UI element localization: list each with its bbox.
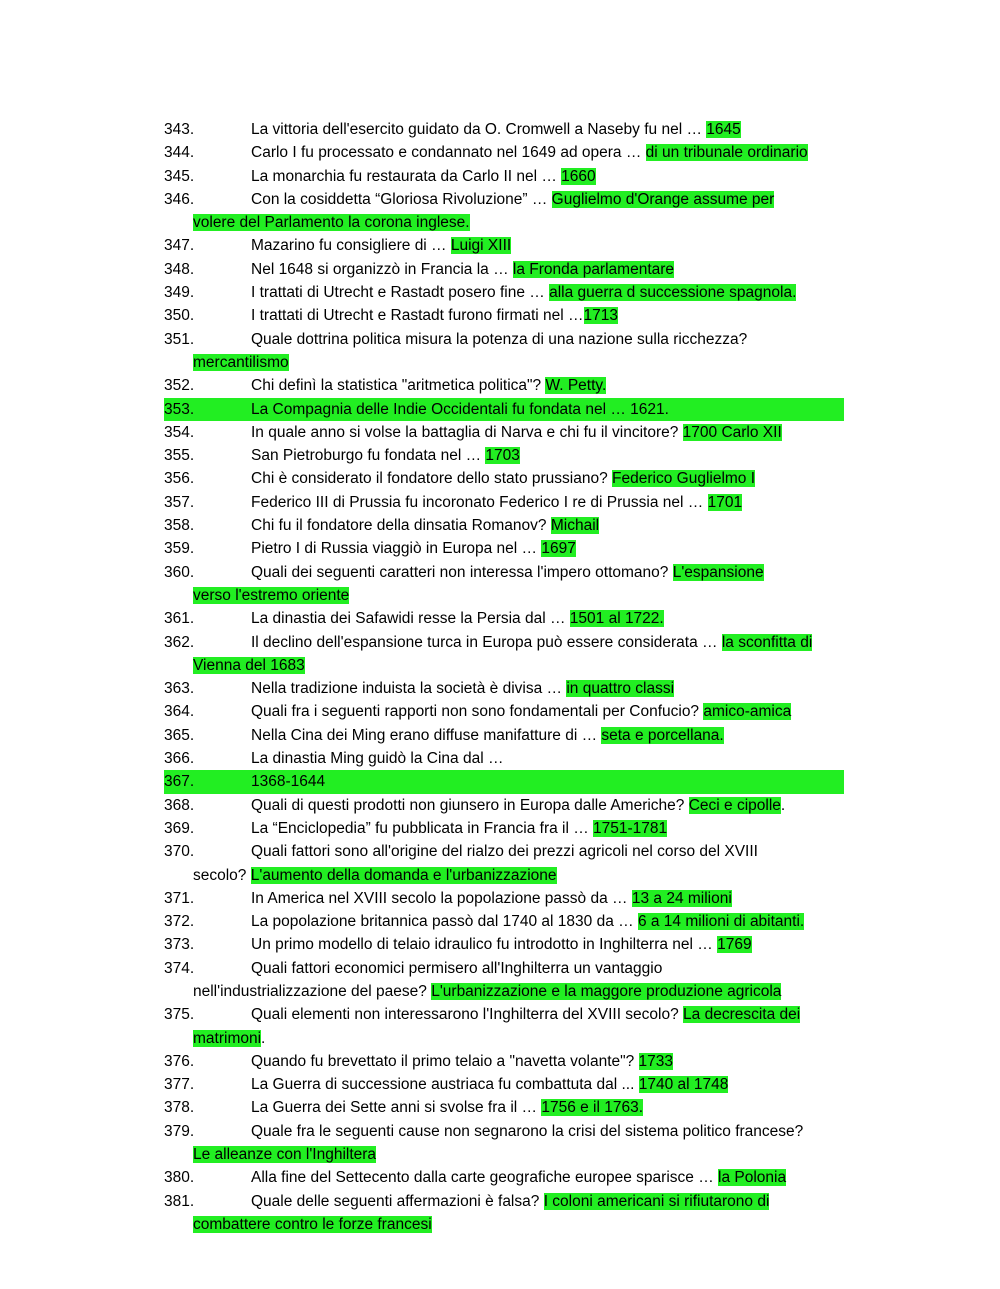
item-number: 353. [164,400,195,418]
answer-highlight: 6 a 14 milioni di abitanti. [637,913,805,931]
item-number: 351. [164,330,195,348]
list-item-row [164,234,844,257]
list-item [164,770,844,793]
question-text: . [261,1029,266,1047]
list-item [164,887,844,910]
answer-highlight: Le alleanze con l'Inghiltera [193,1146,377,1164]
question-text: Quali dei seguenti caratteri non interessa l'impero ottomano? [251,563,673,581]
list-item-row [164,1120,844,1143]
answer-highlight: 1733 [638,1052,674,1070]
item-text-continuation [164,864,844,887]
question-text: Chi è considerato il fondatore dello stato prussiano? [251,470,613,488]
question-text: nell'industrializzazione del paese? [193,982,432,1000]
item-number: 381. [164,1192,195,1210]
answer-highlight: 1701 [707,493,743,511]
question-text: I trattati di Utrecht e Rastadt posero fine … [251,284,550,302]
item-text [251,910,844,933]
item-number: 380. [164,1169,195,1187]
answer-highlight: Michail [550,517,600,535]
item-text [251,328,844,351]
list-item-row [164,421,844,444]
answer-highlight: 13 a 24 milioni [631,889,732,907]
answer-highlight: di un tribunale ordinario [645,144,808,162]
item-number: 343. [164,121,195,138]
item-number: 372. [164,913,195,931]
item-number: 360. [164,563,195,581]
answer-highlight: 1660 [561,167,596,185]
answer-highlight: 1703 [485,447,520,465]
question-text: Federico III di Prussia fu incoronato Federico I re di Prussia nel … [251,493,708,511]
list-item-row [164,444,844,467]
question-text: Con la cosiddetta “Gloriosa Rivoluzione” … [251,190,552,208]
question-text: La Guerra di successione austriaca fu combattuta dal ... [251,1076,639,1094]
answer-highlight: W. Petty. [545,377,607,395]
item-text [251,933,844,956]
answer-highlight: amico-amica [703,703,792,721]
item-text [251,1190,844,1213]
item-text [251,467,844,490]
list-item [164,1073,844,1096]
question-text: La Guerra dei Sette anni si svolse fra il … [251,1099,542,1117]
answer-highlight: 1700 Carlo XII [682,423,782,441]
answer-highlight: alla guerra d successione spagnola. [549,284,797,302]
question-text: Quali fattori economici permisero all'Inghilterra un vantaggio [251,959,663,977]
question-text: Quale fra le seguenti cause non segnarono la crisi del sistema politico francese? [251,1122,804,1140]
item-number: 358. [164,517,195,535]
list-item [164,374,844,397]
item-text [251,957,844,980]
answer-highlight: combattere contro le forze francesi [193,1215,432,1233]
list-item-row [164,1166,844,1189]
question-text: Quando fu brevettato il primo telaio a "navetta volante"? [251,1052,639,1070]
answer-highlight: 1756 e il 1763. [541,1099,644,1117]
item-number: 345. [164,167,195,185]
list-item [164,561,844,608]
item-text [251,1096,844,1119]
question-text: Nel 1648 si organizzò in Francia la … [251,260,513,278]
list-item-row [164,770,844,793]
list-item-row [164,374,844,397]
answer-highlight: seta e porcellana. [601,726,724,744]
item-number: 354. [164,423,195,441]
item-text [251,188,844,211]
list-item-row [164,258,844,281]
answer-highlight: mercantilismo [193,353,289,371]
list-item [164,398,844,421]
list-item-row [164,165,844,188]
item-text-continuation [164,980,844,1003]
item-number: 350. [164,307,195,325]
answer-highlight: Ceci e cipolle [688,796,781,814]
item-number: 378. [164,1099,195,1117]
answer-highlight: la sconfitta di [721,633,813,651]
item-text [251,677,844,700]
item-text [251,1120,844,1143]
list-item [164,631,844,678]
answer-highlight: L'aumento della domanda e l'urbanizzazione [250,866,557,884]
list-item-row [164,1096,844,1119]
list-item [164,700,844,723]
list-item [164,933,844,956]
item-number: 379. [164,1122,195,1140]
item-text [251,165,844,188]
answer-highlight: la Polonia [718,1169,787,1187]
list-item [164,328,844,375]
answer-highlight: verso l'estremo oriente [193,586,350,604]
item-text [251,724,844,747]
item-text [251,234,844,257]
list-item-row [164,398,844,421]
question-text: . [780,796,786,814]
list-item [164,444,844,467]
answer-highlight: 1697 [541,540,576,558]
question-text: Quale dottrina politica misura la potenza di una nazione sulla ricchezza? [251,330,748,348]
list-item [164,537,844,560]
item-number: 374. [164,959,195,977]
question-text: La “Enciclopedia” fu pubblicata in Francia fra il … [251,819,594,837]
list-item [164,747,844,770]
item-number: 356. [164,470,195,488]
answer-highlight: in quattro classi [566,680,675,698]
question-text: Quali fattori sono all'origine del rialzo dei prezzi agricoli nel corso del XVIII [251,843,758,861]
item-number: 366. [164,750,195,768]
answer-highlight: matrimoni [193,1029,262,1047]
item-text [251,1050,844,1073]
question-text: Quali di questi prodotti non giunsero in Europa dalle Americhe? [251,796,689,814]
list-item-row [164,840,844,863]
list-item-row [164,794,844,817]
item-number: 355. [164,447,195,465]
item-number: 365. [164,726,195,744]
question-text: San Pietroburgo fu fondata nel … [251,447,486,465]
list-item [164,118,844,141]
question-text: Quale delle seguenti affermazioni è falsa? [251,1192,544,1210]
item-text-continuation [164,584,844,607]
item-number: 375. [164,1006,195,1024]
item-text [251,421,844,444]
list-item-row [164,1190,844,1213]
list-item [164,281,844,304]
question-text: In quale anno si volse la battaglia di Narva e chi fu il vincitore? [251,423,683,441]
list-item-row [164,607,844,630]
list-item [164,957,844,1004]
item-text [251,561,844,584]
list-item-row [164,724,844,747]
list-item [164,1190,844,1237]
list-item [164,491,844,514]
item-number: 346. [164,190,195,208]
list-item [164,1096,844,1119]
answer-highlight: Federico Guglielmo I [612,470,756,488]
question-text: La monarchia fu restaurata da Carlo II nel … [251,167,562,185]
item-text-continuation [164,351,844,374]
list-item-row [164,281,844,304]
question-text: Il declino dell'espansione turca in Europa può essere considerata … [251,633,722,651]
item-text-continuation [164,1143,844,1166]
list-item-row [164,817,844,840]
question-text: I trattati di Utrecht e Rastadt furono firmati nel … [251,307,584,325]
item-number: 362. [164,633,195,651]
question-text: La dinastia dei Safawidi resse la Persia dal … [251,610,570,628]
item-text [251,537,844,560]
list-item [164,421,844,444]
question-text: Nella Cina dei Ming erano diffuse manifatture di … [251,726,602,744]
list-item-row [164,491,844,514]
answer-highlight: La Compagnia delle Indie Occidentali fu fondata nel … 1621. [251,400,669,418]
list-item [164,840,844,887]
item-text [251,631,844,654]
item-text-continuation [164,211,844,234]
item-text [251,887,844,910]
answer-highlight: volere del Parlamento la corona inglese. [193,214,470,232]
answer-highlight: Vienna del 1683 [193,656,305,674]
answer-highlight: la Fronda parlamentare [512,260,675,278]
answer-highlight: 1740 al 1748 [638,1076,729,1094]
item-text [251,1166,844,1189]
item-number: 357. [164,493,195,511]
list-item [164,794,844,817]
item-text [251,607,844,630]
item-text [251,398,844,421]
list-item-row [164,1073,844,1096]
answer-highlight: L'espansione [672,563,764,581]
question-text: Alla fine del Settecento dalla carte geografiche europee sparisce … [251,1169,719,1187]
list-item [164,677,844,700]
item-number: 377. [164,1076,195,1094]
item-text [251,491,844,514]
list-item-row [164,747,844,770]
list-item-row [164,188,844,211]
list-item-row [164,910,844,933]
question-text: Nella tradizione induista la società è divisa … [251,680,567,698]
question-text: Chi fu il fondatore della dinsatia Romanov? [251,517,551,535]
answer-highlight: Luigi XIII [450,237,512,255]
item-text [251,1003,844,1026]
question-text: Carlo I fu processato e condannato nel 1649 ad opera … [251,144,646,162]
question-text: La vittoria dell'esercito guidato da O. Cromwell a Naseby fu nel … [251,121,707,138]
item-text-continuation [164,654,844,677]
list-item [164,607,844,630]
item-number: 344. [164,144,195,162]
item-number: 369. [164,819,195,837]
item-number: 368. [164,796,195,814]
list-item-row [164,141,844,164]
item-number: 376. [164,1052,195,1070]
list-item-row [164,957,844,980]
question-list [164,118,844,1236]
list-item-row [164,1050,844,1073]
item-text-continuation [164,1213,844,1236]
list-item [164,910,844,933]
answer-highlight: Guglielmo d'Orange assume per [551,190,775,208]
question-text: Chi definì la statistica "aritmetica politica"? [251,377,546,395]
list-item-row [164,677,844,700]
list-item [164,724,844,747]
answer-highlight: 1751-1781 [593,819,668,837]
item-text [251,747,844,770]
item-number: 363. [164,680,195,698]
answer-highlight: 1713 [583,307,619,325]
item-text [251,817,844,840]
item-text [251,304,844,327]
list-item [164,141,844,164]
list-item [164,1050,844,1073]
item-text [251,840,844,863]
list-item [164,1120,844,1167]
list-item-row [164,700,844,723]
item-text [251,141,844,164]
question-text: La dinastia Ming guidò la Cina dal … [251,750,504,768]
item-text [251,770,844,793]
answer-highlight: 1368-1644 [251,773,326,791]
list-item [164,514,844,537]
list-item-row [164,118,844,141]
list-item [164,188,844,235]
item-text [251,700,844,723]
question-text: Pietro I di Russia viaggiò in Europa nel … [251,540,542,558]
answer-highlight: La decrescita dei [683,1006,801,1024]
list-item [164,817,844,840]
item-number: 352. [164,377,195,395]
item-number: 370. [164,843,195,861]
list-item-row [164,328,844,351]
question-text: Un primo modello di telaio idraulico fu introdotto in Inghilterra nel … [251,936,718,954]
item-text [251,514,844,537]
question-text: Quali fra i seguenti rapporti non sono fondamentali per Confucio? [251,703,704,721]
list-item-row [164,537,844,560]
question-text: Mazarino fu consigliere di … [251,237,451,255]
item-number: 367. [164,773,195,791]
question-text: La popolazione britannica passò dal 1740 al 1830 da … [251,913,638,931]
item-text [251,1073,844,1096]
list-item-row [164,933,844,956]
answer-highlight: L'urbanizzazione e la maggore produzione agricola [431,982,782,1000]
list-item [164,234,844,257]
list-item [164,467,844,490]
answer-highlight: 1769 [717,936,752,954]
list-item-row [164,467,844,490]
list-item [164,165,844,188]
question-text: Quali elementi non interessarono l'Inghilterra del XVIII secolo? [251,1006,684,1024]
list-item [164,1166,844,1189]
list-item-row [164,561,844,584]
item-number: 347. [164,237,195,255]
answer-highlight: 1501 al 1722. [569,610,664,628]
list-item [164,258,844,281]
item-text [251,374,844,397]
list-item-row [164,631,844,654]
item-number: 349. [164,284,195,302]
item-text [251,444,844,467]
list-item-row [164,514,844,537]
item-text [251,794,844,817]
list-item [164,304,844,327]
answer-highlight: 1645 [706,121,741,138]
question-text: In America nel XVIII secolo la popolazione passò da … [251,889,632,907]
item-number: 348. [164,260,195,278]
item-number: 359. [164,540,195,558]
list-item-row [164,887,844,910]
item-text [251,258,844,281]
item-number: 371. [164,889,195,907]
question-text: secolo? [193,866,251,884]
list-item [164,1003,844,1050]
item-text-continuation [164,1027,844,1050]
item-number: 373. [164,936,195,954]
item-text [251,118,844,141]
list-item-row [164,1003,844,1026]
item-text [251,281,844,304]
item-number: 364. [164,703,195,721]
answer-highlight: I coloni americani si rifiutarono di [543,1192,770,1210]
list-item-row [164,304,844,327]
item-number: 361. [164,610,195,628]
